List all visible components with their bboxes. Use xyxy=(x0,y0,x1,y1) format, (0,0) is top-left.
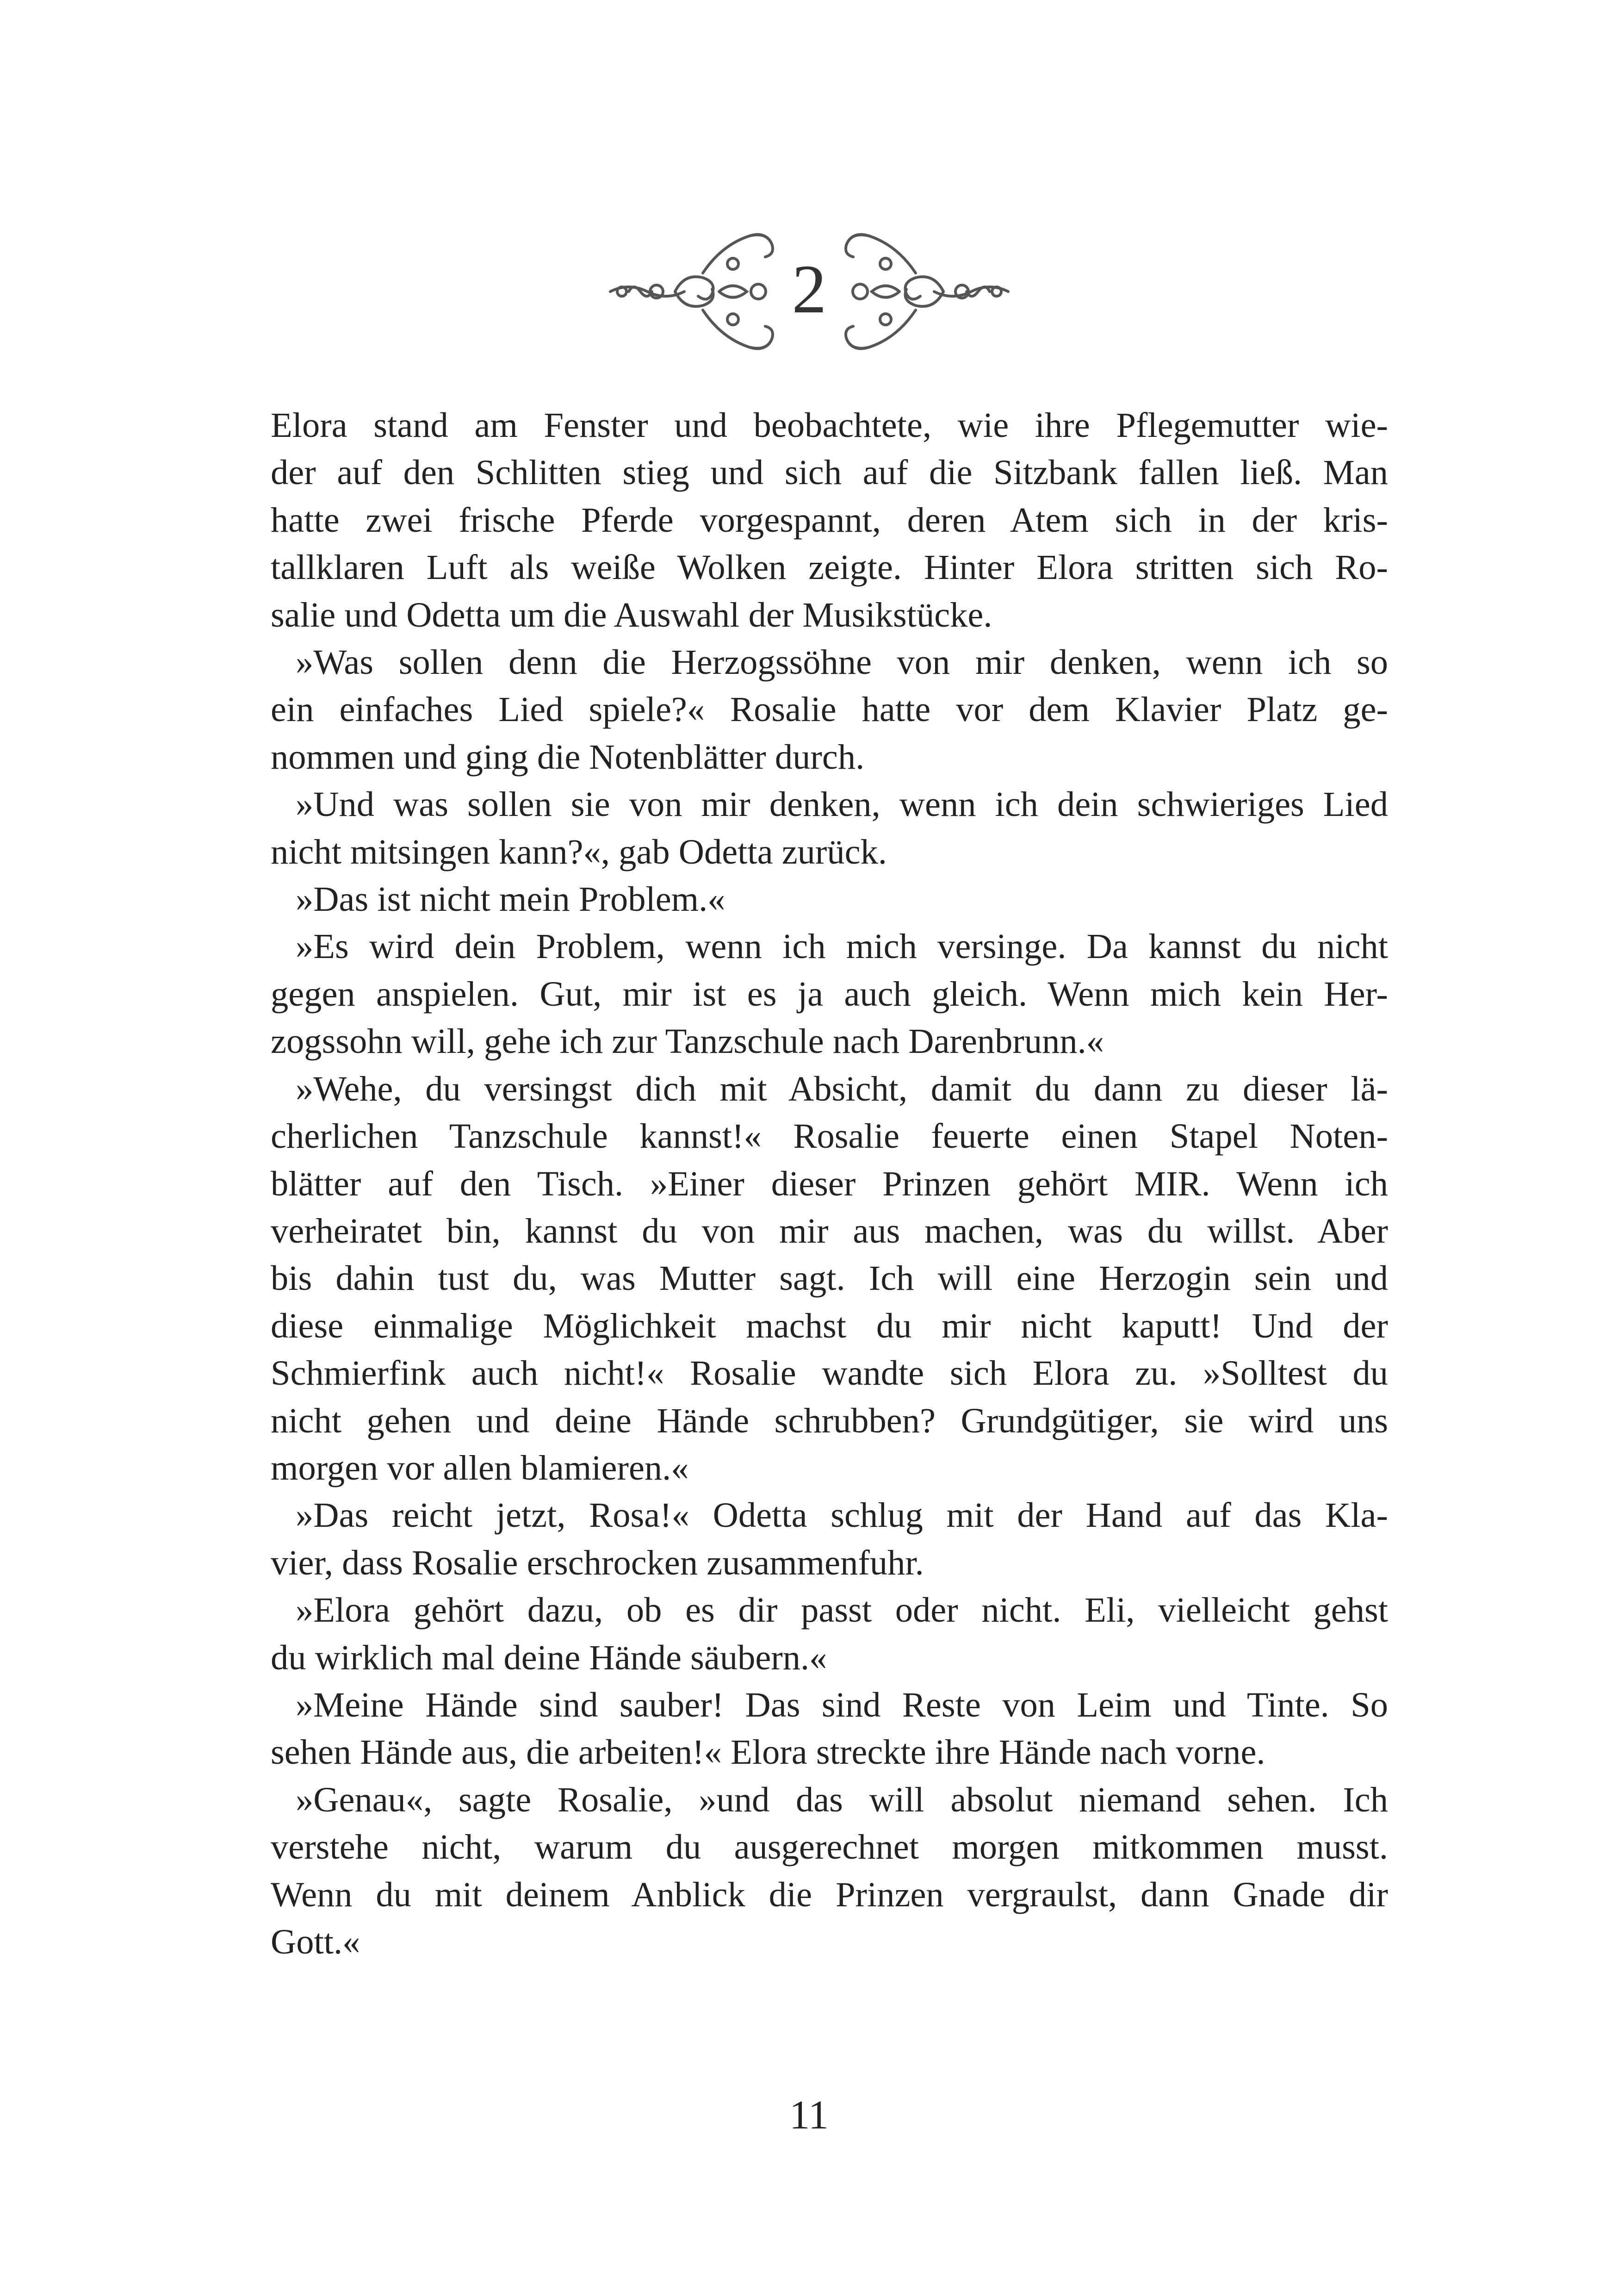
text-line: sehen Hände aus, die arbeiten!« Elora streckte ihre Hände nach vorne. xyxy=(271,1732,1265,1772)
text-line: nicht gehen und deine Hände schrubben? Grundgütiger, sie wird uns xyxy=(271,1400,1388,1440)
text-line: bis dahin tust du, was Mutter sagt. Ich will eine Herzogin sein und xyxy=(271,1258,1388,1298)
text-line: du wirklich mal deine Hände säubern.« xyxy=(271,1637,827,1677)
text-line: »Meine Hände sind sauber! Das sind Reste von Leim und Tinte. So xyxy=(296,1685,1388,1724)
text-line: nicht mitsingen kann?«, gab Odetta zurück. xyxy=(271,832,887,871)
text-line: zogssohn will, gehe ich zur Tanzschule nach Darenbrunn.« xyxy=(271,1021,1104,1061)
text-line: »Und was sollen sie von mir denken, wenn ich dein schwieriges Lied xyxy=(296,784,1388,824)
paragraph xyxy=(271,1492,1388,1587)
text-line: vier, dass Rosalie erschrocken zusammenfuhr. xyxy=(271,1543,924,1582)
right-flourish-icon xyxy=(846,235,1008,349)
text-line: nommen und ging die Notenblätter durch. xyxy=(271,737,865,777)
paragraph xyxy=(271,1065,1388,1492)
text-line: tallklaren Luft als weiße Wolken zeigte. Hinter Elora stritten sich Ro- xyxy=(271,548,1388,587)
paragraph xyxy=(271,876,1388,923)
paragraph xyxy=(271,1681,1388,1776)
text-line: »Elora gehört dazu, ob es dir passt oder nicht. Eli, vielleicht gehst xyxy=(296,1590,1388,1630)
text-line: »Wehe, du versingst dich mit Absicht, damit du dann zu dieser lä- xyxy=(296,1069,1388,1108)
chapter-ornament xyxy=(601,218,1017,366)
text-line: »Genau«, sagte Rosalie, »und das will absolut niemand sehen. Ich xyxy=(296,1780,1388,1819)
text-line: der auf den Schlitten stieg und sich auf die Sitzbank fallen ließ. Man xyxy=(271,453,1388,492)
body-text xyxy=(271,402,1388,1966)
text-line: Gott.« xyxy=(271,1922,360,1961)
text-line: Schmierfink auch nicht!« Rosalie wandte sich Elora zu. »Solltest du xyxy=(271,1353,1388,1393)
chapter-number: 2 xyxy=(792,251,826,328)
text-line: morgen vor allen blamieren.« xyxy=(271,1448,689,1487)
paragraph xyxy=(271,639,1388,781)
text-line: »Es wird dein Problem, wenn ich mich versinge. Da kannst du nicht xyxy=(296,927,1388,966)
paragraph xyxy=(271,781,1388,876)
text-line: »Das reicht jetzt, Rosa!« Odetta schlug mit der Hand auf das Kla- xyxy=(296,1495,1388,1535)
paragraph xyxy=(271,1587,1388,1681)
text-line: Elora stand am Fenster und beobachtete, wie ihre Pflegemutter wie- xyxy=(271,405,1388,445)
text-line: gegen anspielen. Gut, mir ist es ja auch gleich. Wenn mich kein Her- xyxy=(271,974,1388,1014)
paragraph xyxy=(271,402,1388,639)
paragraph xyxy=(271,1776,1388,1966)
left-flourish-icon xyxy=(610,235,773,349)
text-line: verheiratet bin, kannst du von mir aus machen, was du willst. Aber xyxy=(271,1211,1388,1251)
paragraph xyxy=(271,923,1388,1065)
text-line: cherlichen Tanzschule kannst!« Rosalie feuerte einen Stapel Noten- xyxy=(271,1116,1388,1156)
text-line: »Das ist nicht mein Problem.« xyxy=(296,879,725,919)
text-line: salie und Odetta um die Auswahl der Musikstücke. xyxy=(271,595,992,635)
text-line: hatte zwei frische Pferde vorgespannt, deren Atem sich in der kris- xyxy=(271,500,1388,540)
text-line: diese einmalige Möglichkeit machst du mir nicht kaputt! Und der xyxy=(271,1306,1388,1345)
text-line: »Was sollen denn die Herzogssöhne von mir denken, wenn ich so xyxy=(296,642,1388,682)
text-line: ein einfaches Lied spiele?« Rosalie hatte vor dem Klavier Platz ge- xyxy=(271,690,1388,729)
chapter-heading xyxy=(0,218,1618,366)
text-line: blätter auf den Tisch. »Einer dieser Prinzen gehört MIR. Wenn ich xyxy=(271,1164,1388,1203)
page-number: 11 xyxy=(789,2093,829,2138)
text-line: Wenn du mit deinem Anblick die Prinzen vergraulst, dann Gnade dir xyxy=(271,1874,1388,1914)
text-line: verstehe nicht, warum du ausgerechnet morgen mitkommen musst. xyxy=(271,1827,1388,1867)
